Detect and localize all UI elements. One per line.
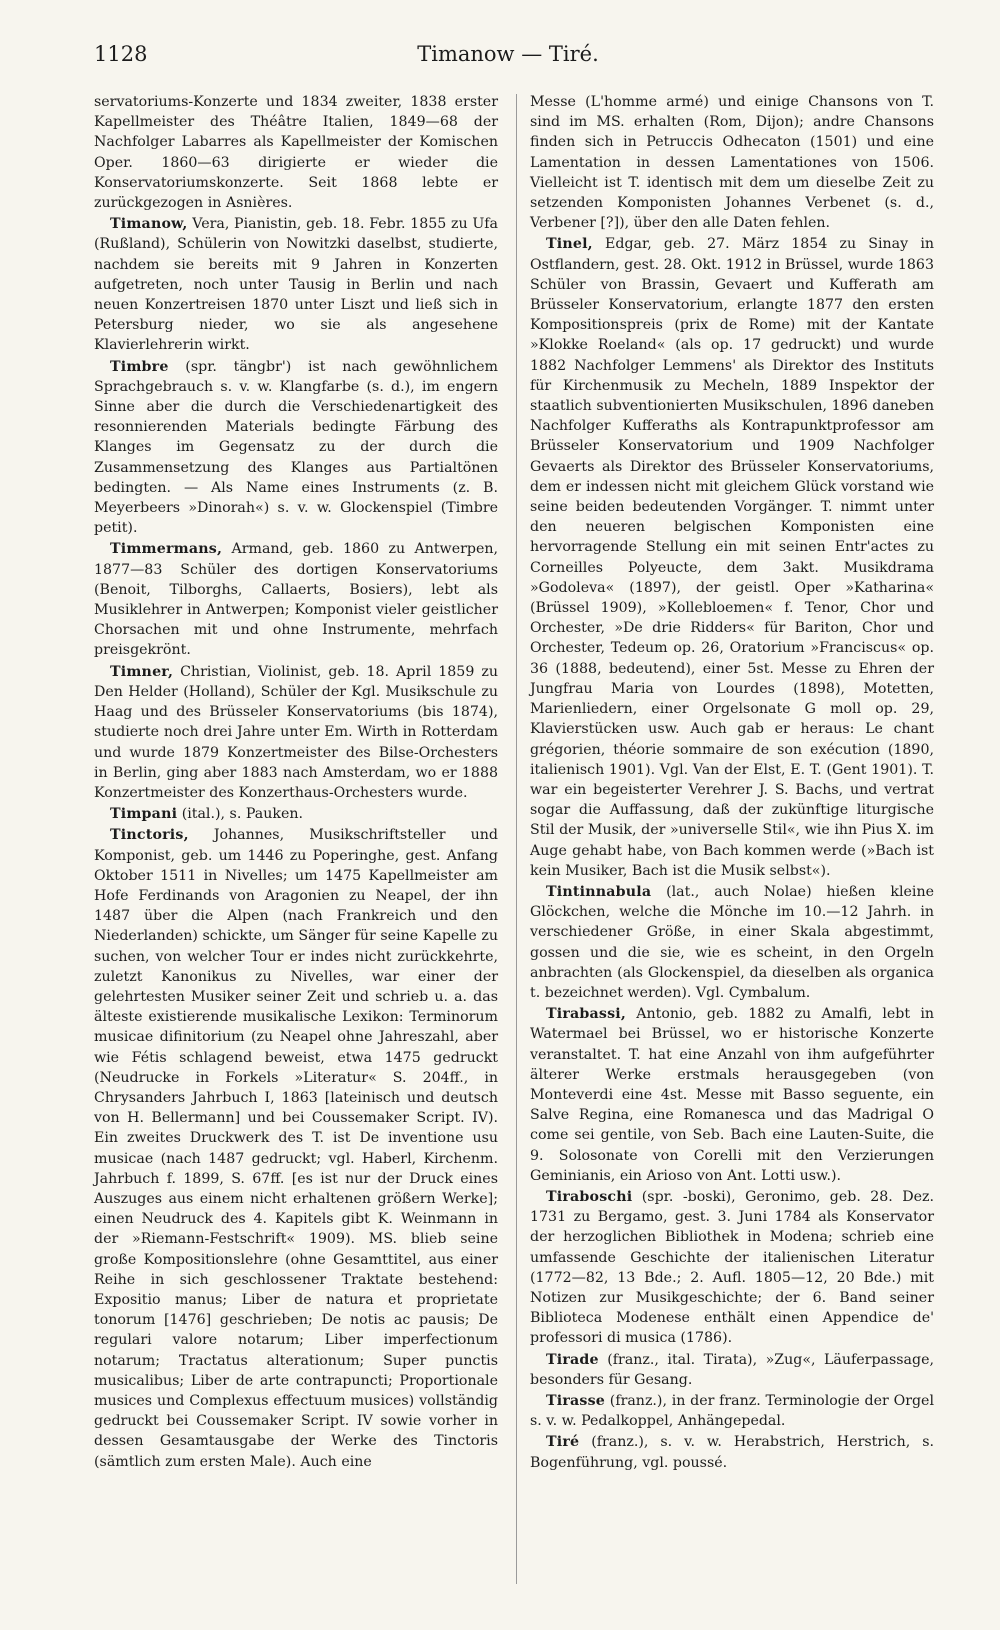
entry-text: Johannes, Musikschriftsteller und Komponist, geb. um 1446 zu Poperinghe, gest. Anfang Oktober 1511 in Nivelles; um 1475 Kapellmeister am Hofe Ferdinands von Aragonien zu Neapel, der ihn 1487 über die Alpen (nach Frankreich und den Niederlanden) schickte, um Sänger für seine Kapelle zu suchen, von welcher Tour er indes nicht zurückkehrte, zuletzt Kanonikus zu Nivelles, war einer der gelehrtesten Musiker seiner Zeit und schrieb u. a. das älteste existierende musikalische Lexikon: Terminorum musicae difinitorium (zu Neapel ohne Jahreszahl, aber wie Fétis schlagend beweist, etwa 1475 gedruckt (Neudrucke in Forkels »Literatur« S. 204ff., in Chrysanders Jahrbuch I, 1863 [lateinisch und deutsch von H. Bellermann] und bei Coussemaker Script. IV). Ein zweites Druckwerk des T. ist De inventione usu musicae (nach 1487 gedruckt; vgl. Haberl, Kirchenm. Jahrbuch f. 1899, S. 67ff. [es ist nur der Druck eines Auszuges aus einem nicht erhaltenen größern Werke]; einen Neudruck des 4. Kapitels gibt K. Weinmann in der »Riemann-Festschrift« 1909). MS. blieb seine große Kompositionslehre (ohne Gesamttitel, aus einer Reihe in sich geschlossener Traktate bestehend: Expositio manus; Liber de natura et proprietate tonorum [1476] geschrieben; De notis ac pausis; De regulari valore notarum; Liber imperfectionum notarum; Tractatus alterationum; Super punctis musicalibus; Liber de arte contrapuncti; Proportionale musices und Complexus effectuum musices) vollständig gedruckt bei Coussemaker Script. IV sowie vorher in dessen Gesamtausgabe der Werke des Tinctoris (sämtlich zum ersten Male). Auch eine bbox=[94, 827, 498, 1470]
entry bbox=[530, 1391, 934, 1431]
entry-headword: Tiré bbox=[546, 1434, 580, 1451]
entry bbox=[530, 882, 934, 1003]
page-number: 1128 bbox=[94, 42, 148, 66]
entry-text: (ital.), s. Pauken. bbox=[181, 806, 303, 823]
entry-text: (lat., auch Nolae) hießen kleine Glöckchen, welche die Mönche im 10.—12 Jahrh. in verschiedener Größe, in einer Skala abgestimmt, gossen und die sie, wie es scheint, in den Orgeln anbrachten (als Glockenspiel, da dieselben als organica t. bezeichnet werden). Vgl. Cymbalum. bbox=[530, 883, 934, 1001]
entry-text: (spr. tängbr') ist nach gewöhnlichem Sprachgebrauch s. v. w. Klangfarbe (s. d.), im engern Sinne aber die durch die Verschiedenartigkeit des resonnierenden Materials bedingte Färbung des Klanges im Gegensatz zu der durch die Zusammensetzung des Klanges aus Partialtönen bedingten. — Als Name eines Instruments (z. B. Meyerbeers »Dinorah«) s. v. w. Glockenspiel (Timbre petit). bbox=[94, 358, 499, 537]
entry-headword: Tintinnabula bbox=[546, 883, 652, 900]
entry-headword: Timanow, bbox=[110, 216, 188, 233]
entry bbox=[94, 825, 498, 1472]
entry bbox=[94, 662, 498, 803]
entry bbox=[530, 234, 934, 881]
entry bbox=[94, 92, 498, 213]
entry-headword: Timmermans, bbox=[110, 541, 223, 558]
left-column bbox=[94, 92, 498, 1473]
entry-text: (franz.), in der franz. Terminologie der Orgel s. v. w. Pedalkoppel, Anhängepedal. bbox=[530, 1393, 934, 1430]
entry bbox=[530, 1004, 934, 1186]
entry-text: Edgar, geb. 27. März 1854 zu Sinay in Ostflandern, gest. 28. Okt. 1912 in Brüssel, wurde 1863 Schüler von Brassin, Gevaert und Kufferath am Brüsseler Konservatorium, erlangte 1877 den ersten Kompositionspreis (prix de Rome) mit der Kantate »Klokke Roeland« (als op. 17 gedruckt) und wurde 1882 Nachfolger Lemmens' als Direktor des Instituts für Kirchenmusik zu Mecheln, 1889 Inspektor der staatlich subventionierten Musikschulen, 1896 daneben Nachfolger Kufferaths als Kontrapunktprofessor am Brüsseler Konservatorium und 1909 Nachfolger Gevaerts als Direktor des Brüsseler Konservatoriums, dem er indessen nicht mit gleichem Glück vorstand wie seine beiden bedeutenden Vorgänger. T. nimmt unter den neueren belgischen Komponisten eine hervorragende Stellung ein mit seinen Entr'actes zu Corneilles Polyeucte, dem 3akt. Musikdrama »Godoleva« (1897), der geistl. Oper »Katharina« (Brüssel 1909), »Kollebloemen« f. Tenor, Chor und Orchester, »De drie Ridders« für Bariton, Chor und Orchester, Tedeum op. 26, Oratorium »Franciscus« op. 36 (1888, bedeutend), einer 5st. Messe zu Ehren der Jungfrau Maria von Lourdes (1898), Motetten, Marienliedern, einer Orgelsonate G moll op. 29, Klavierstücken usw. Auch gab er heraus: Le chant grégorien, théorie sommaire de son exécution (1890, italienisch 1901). Vgl. Van der Elst, E. T. (Gent 1901). T. war ein begeisterter Verehrer J. S. Bachs, und vertrat sogar die Auffassung, daß der zukünftige liturgische Stil der Musik, der »universelle Stil«, wie ihn Pius X. im Auge gehabt habe, von Bach kommen werde (»Bach ist kein Musiker, Bach ist die Musik selbst«). bbox=[530, 236, 934, 879]
entry-headword: Tinctoris, bbox=[110, 827, 189, 844]
entry-text: Armand, geb. 1860 zu Antwerpen, 1877—83 Schüler des dortigen Konservatoriums (Benoit, Tilborghs, Callaerts, Bosiers), lebt als Musiklehrer in Antwerpen; Komponist vieler geistlicher Chorsachen mit und ohne Instrumente, mehrfach preisgekrönt. bbox=[94, 541, 499, 659]
entry-text: Christian, Violinist, geb. 18. April 1859 zu Den Helder (Holland), Schüler der Kgl. Musikschule zu Haag und des Brüsseler Konservatoriums (bis 1874), studierte noch drei Jahre unter Em. Wirth in Rotterdam und wurde 1879 Konzertmeister des Bilse-Orchesters in Berlin, ging aber 1883 nach Amsterdam, wo er 1888 Konzertmeister des Konzerthaus-Orchesters wurde. bbox=[94, 663, 498, 801]
page-header bbox=[94, 42, 922, 72]
entry-text: servatoriums-Konzerte und 1834 zweiter, 1838 erster Kapellmeister des Théâtre Italien, 1849—68 der Nachfolger Labarres als Kapellmeister der Komischen Oper. 1860—63 dirigierte er wieder die Konservatoriumskonzerte. Seit 1868 lebte er zurückgezogen in Asnières. bbox=[94, 94, 498, 212]
entry bbox=[530, 1432, 934, 1472]
entry-text: Vera, Pianistin, geb. 18. Febr. 1855 zu Ufa (Rußland), Schülerin von Nowitzki daselbst, studierte, nachdem sie bereits mit 9 Jahren in Konzerten aufgetreten, noch unter Tausig in Berlin und nach neuen Konzertreisen 1870 unter Liszt und ließ sich in Petersburg nieder, wo sie als angesehene Klavierlehrerin wirkt. bbox=[94, 216, 498, 354]
right-column bbox=[530, 92, 934, 1474]
entry-headword: Tiraboschi bbox=[546, 1188, 633, 1205]
entry-text: (spr. -boski), Geronimo, geb. 28. Dez. 1731 zu Bergamo, gest. 3. Juni 1784 als Konservator der herzoglichen Bibliothek in Modena; schrieb eine umfassende Geschichte der italienischen Literatur (1772—82, 13 Bde.; 2. Aufl. 1805—12, 20 Bde.) mit Notizen zur Musikgeschichte; der 6. Band seiner Biblioteca Modenese enthält einen Appendice de' professori di musica (1786). bbox=[530, 1188, 934, 1347]
entry bbox=[94, 214, 498, 355]
column-divider bbox=[516, 94, 517, 1584]
entry-text: (franz.), s. v. w. Herabstrich, Herstrich, s. Bogenführung, vgl. poussé. bbox=[530, 1434, 934, 1471]
entry-headword: Tirabassi, bbox=[546, 1006, 627, 1023]
entry bbox=[94, 539, 498, 660]
entry-headword: Timpani bbox=[110, 806, 178, 823]
entry bbox=[530, 1350, 934, 1390]
entry-headword: Tinel, bbox=[546, 236, 593, 253]
entry-text: (franz., ital. Tirata), »Zug«, Läuferpassage, besonders für Gesang. bbox=[530, 1351, 934, 1388]
entry-headword: Timner, bbox=[110, 663, 174, 680]
entry-text: Antonio, geb. 1882 zu Amalfi, lebt in Watermael bei Brüssel, wo er historische Konzerte veranstaltet. T. hat eine Anzahl von ihm aufgeführter älterer Werke erstmals herausgegeben (von Monteverdi eine 4st. Messe mit Basso seguente, ein Salve Regina, eine Romanesca und das Madrigal O come sei gentile, von Seb. Bach eine Lauten-Suite, die 9. Solosonate von Corelli mit den Verzierungen Geminianis, ein Arioso von Ant. Lotti usw.). bbox=[530, 1006, 935, 1184]
entry bbox=[94, 357, 498, 539]
entry bbox=[530, 1187, 934, 1349]
entry-text: Messe (L'homme armé) und einige Chansons von T. sind im MS. erhalten (Rom, Dijon); andre Chansons finden sich in Petruccis Odhecaton (1501) und eine Lamentation in dessen Lamentationes von 1506. Vielleicht ist T. identisch mit dem um dieselbe Zeit zu setzenden Komponisten Johannes Verbenet (s. d., Verbener [?]), über den alle Daten fehlen. bbox=[530, 94, 934, 232]
entry-headword: Tirasse bbox=[546, 1393, 606, 1409]
entry bbox=[94, 804, 498, 824]
entry-headword: Timbre bbox=[110, 358, 169, 375]
running-head: Timanow — Tiré. bbox=[417, 42, 599, 66]
entry-headword: Tirade bbox=[546, 1351, 599, 1368]
entry bbox=[530, 92, 934, 233]
